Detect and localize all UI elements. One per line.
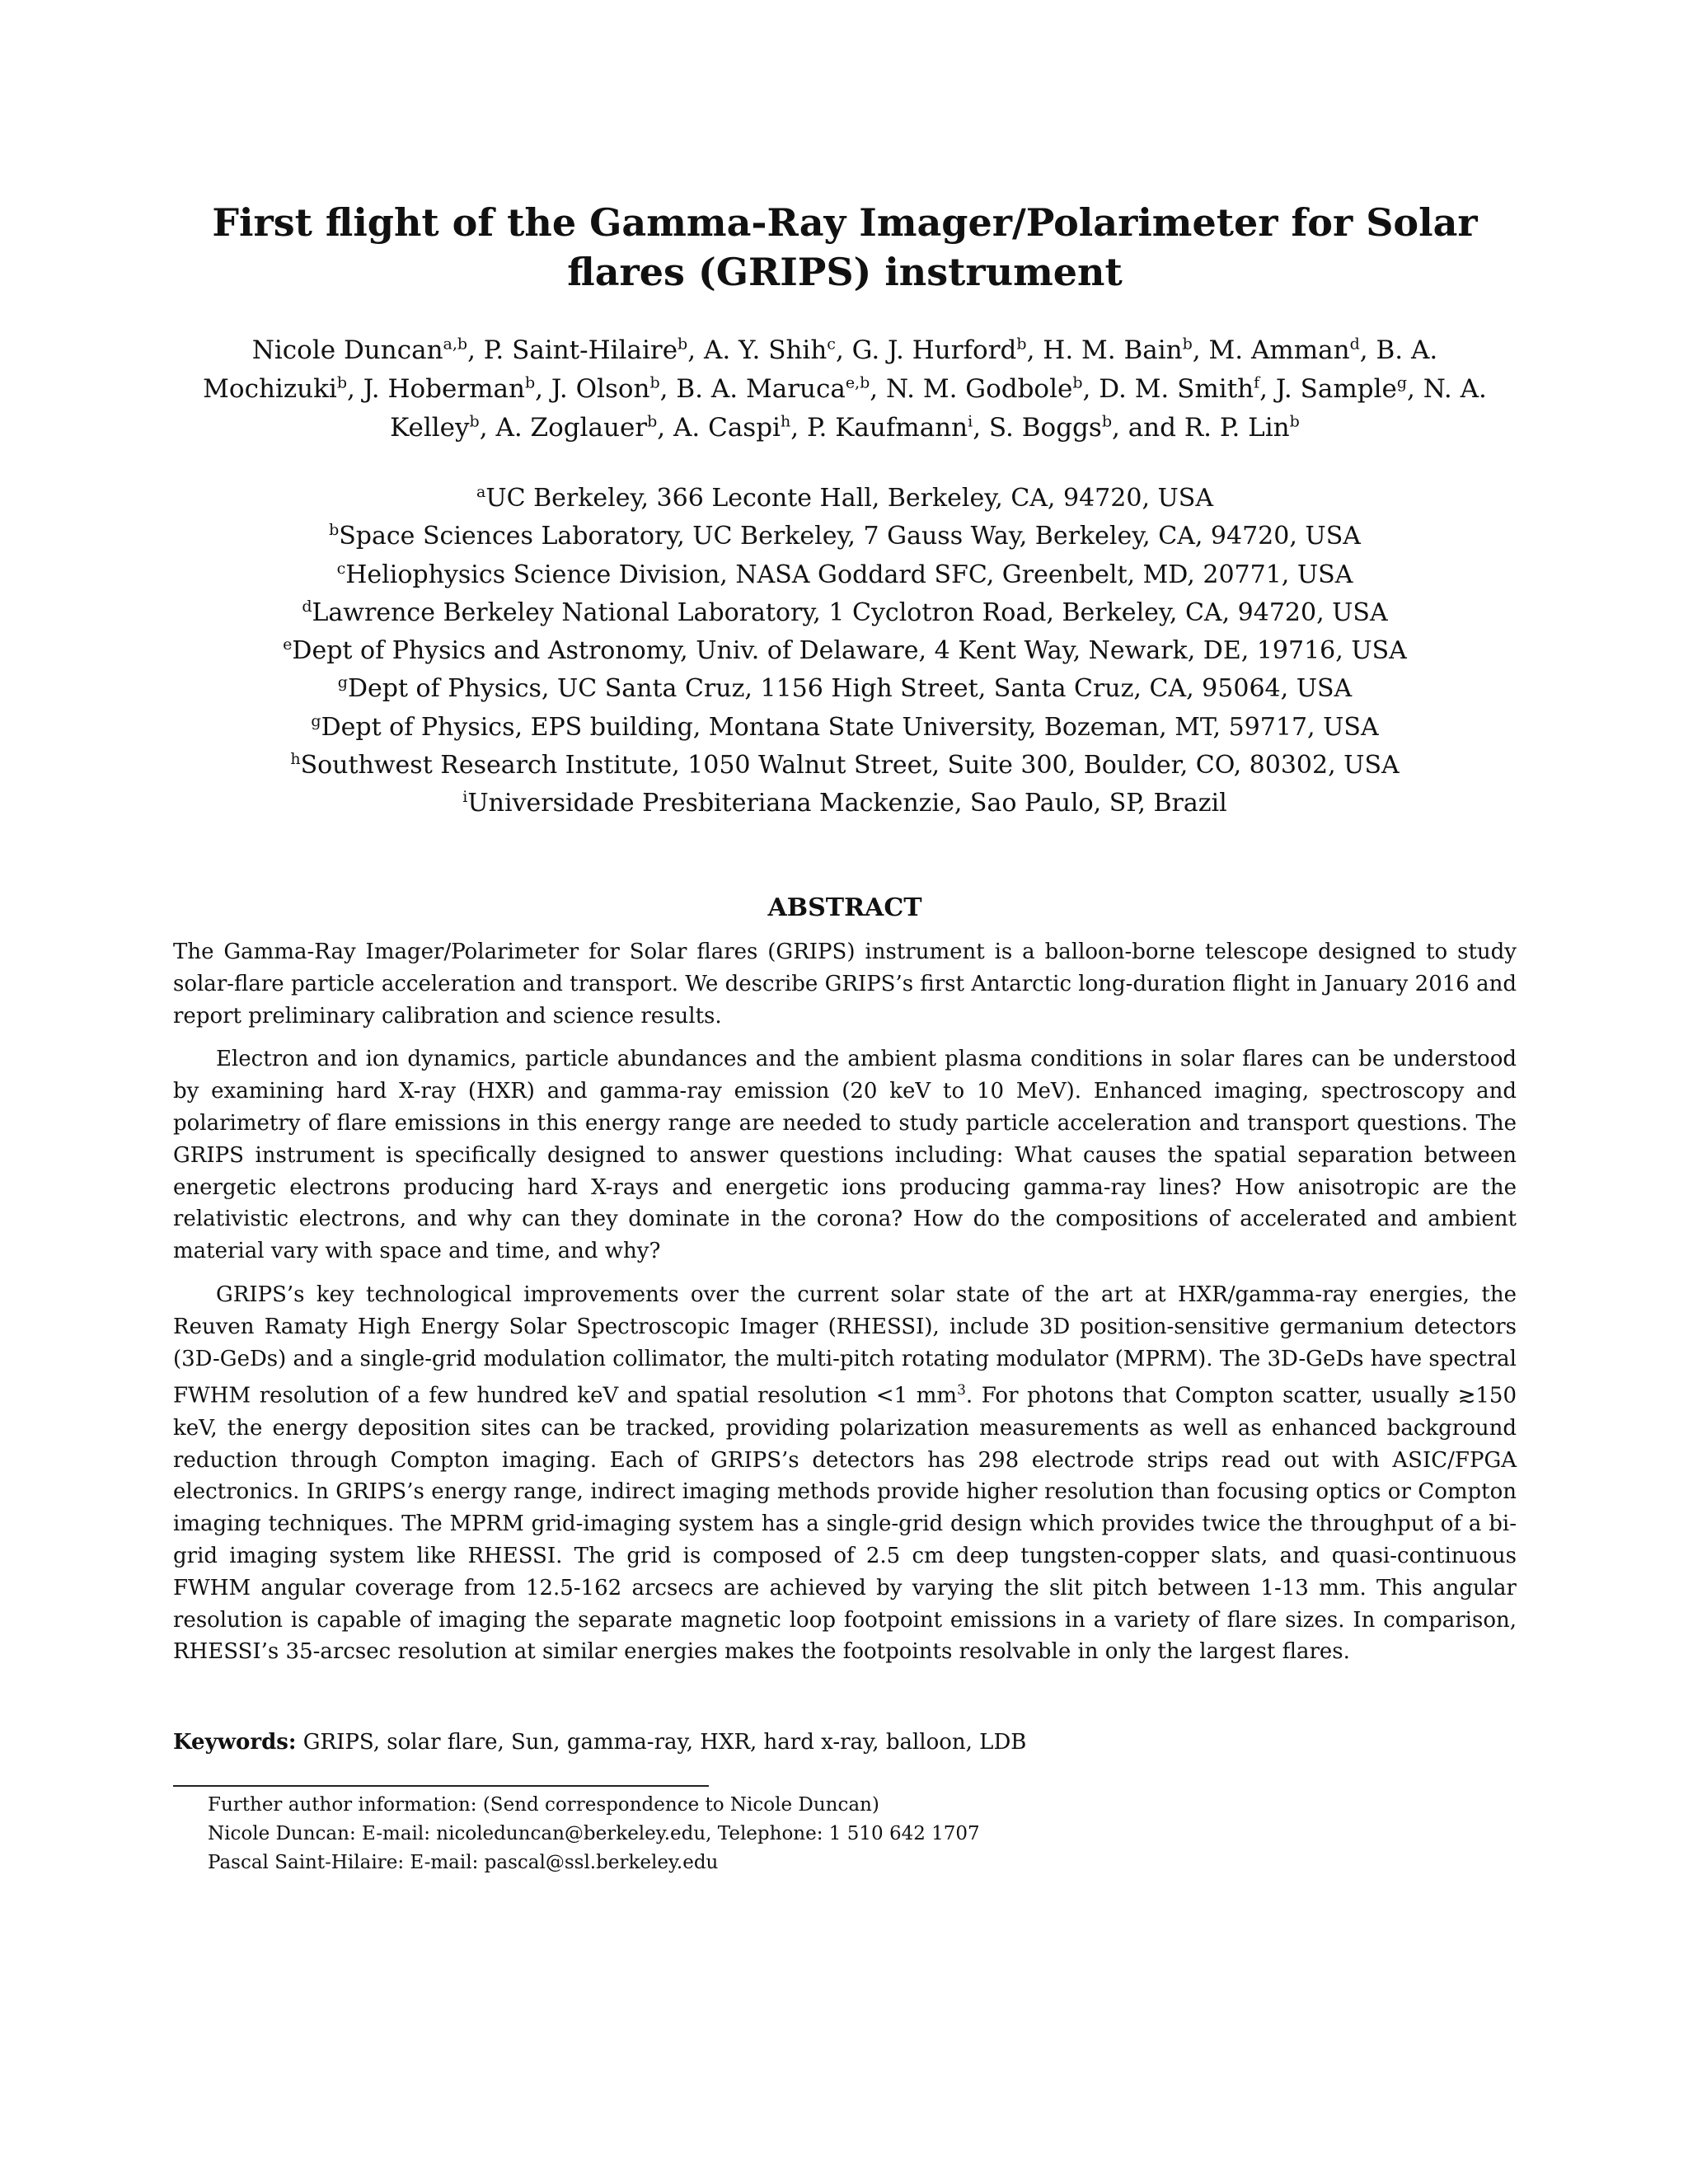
author-affiliation-mark: b (1182, 335, 1193, 354)
author-name: N. A. Kelley (390, 374, 1487, 443)
abstract-paragraph-part: GRIPS’s key technological improvements over the current solar state of the art at HXR/gamma-ray energies, the Reuven Ramaty High Energy Solar Spectroscopic Imager (RHESSI), include 3D position-sensitive germanium detectors (3D-GeDs) and a single-grid modulation collimator, the multi-pitch rotating modulator (MPRM). The 3D-GeDs have spectral FWHM resolution of a few hundred keV and spatial resolution <1 mm (173, 1282, 1517, 1409)
author-separator: , (535, 374, 551, 404)
author-affiliation-mark: a,b (443, 335, 468, 354)
affiliation-line (173, 709, 1517, 747)
author-name: S. Boggs (988, 413, 1102, 443)
author-affiliation-mark: f (1254, 373, 1260, 392)
author-name: Nicole Duncan (251, 335, 443, 365)
affiliation-text: Lawrence Berkeley National Laboratory, 1 Cyclotron Road, Berkeley, CA, 94720, USA (312, 598, 1388, 627)
affiliation-text: Dept of Physics and Astronomy, Univ. of Delaware, 4 Kent Way, Newark, DE, 19716, USA (292, 636, 1407, 666)
author-affiliation-mark: b (336, 373, 347, 392)
author-separator: , and (1111, 413, 1184, 443)
author-name: A. Caspi (673, 413, 781, 443)
footnote-divider (173, 1785, 709, 1787)
author-separator: , (687, 335, 704, 365)
affiliation-text: UC Berkeley, 366 Leconte Hall, Berkeley, CA, 94720, USA (485, 484, 1214, 513)
affiliation-mark: d (302, 597, 312, 616)
affiliation-text: Space Sciences Laboratory, UC Berkeley, 7 Gauss Way, Berkeley, CA, 94720, USA (339, 522, 1361, 551)
keywords-line (173, 1727, 1517, 1758)
abstract-paragraph: The Gamma-Ray Imager/Polarimeter for Solar flares (GRIPS) instrument is a balloon-borne telescope designed to study solar-flare particle acceleration and transport. We describe GRIPS’s first Antarctic long-duration flight in January 2016 and report preliminary calibration and science results. (173, 940, 1517, 1029)
author-separator: , (657, 413, 673, 443)
affiliation-line (173, 594, 1517, 632)
abstract-heading: ABSTRACT (767, 893, 922, 922)
paper-title: First flight of the Gamma-Ray Imager/Polarimeter for Solar flares (GRIPS) instrument (212, 200, 1478, 294)
author-separator: , (835, 335, 852, 365)
keywords-label: Keywords: (173, 1730, 297, 1755)
author-name: J. Sample (1275, 374, 1397, 404)
author-separator: , (347, 374, 363, 404)
affiliation-mark: g (311, 711, 321, 730)
footnote-line: Further author information: (Send correspondence to Nicole Duncan) (208, 1794, 879, 1816)
author-affiliation-mark: h (780, 412, 791, 431)
affiliation-line (173, 632, 1517, 670)
abstract-paragraph: Electron and ion dynamics, particle abundances and the ambient plasma conditions in solar flares can be understood by examining hard X-ray (HXR) and gamma-ray emission (20 keV to 10 MeV). Enhanced imaging, spectroscopy and polarimetry of flare emissions in this energy range are needed to study particle acceleration and transport questions. The GRIPS instrument is specifically designed to answer questions including: What causes the spatial separation between energetic electrons producing hard X-rays and energetic ions producing gamma-ray lines? How anisotropic are the relativistic electrons, and why can they dominate in the corona? How do the compositions of accelerated and ambient material vary with space and time, and why? (173, 1047, 1517, 1264)
author-name: P. Saint-Hilaire (483, 335, 678, 365)
author-affiliation-mark: i (968, 412, 973, 431)
author-name: G. J. Hurford (851, 335, 1017, 365)
affiliation-line (173, 518, 1517, 555)
author-name: P. Kaufmann (806, 413, 968, 443)
footnotes (208, 1791, 1517, 1877)
author-separator: , (1259, 374, 1276, 404)
author-list (173, 331, 1517, 448)
affiliation-text: Heliophysics Science Division, NASA Goddard SFC, Greenbelt, MD, 20771, USA (345, 560, 1353, 589)
footnote-line: Nicole Duncan: E-mail: nicoleduncan@berkeley.edu, Telephone: 1 510 642 1707 (208, 1823, 980, 1844)
superscript-three: 3 (957, 1382, 966, 1399)
author-name: A. Zoglauer (495, 413, 648, 443)
author-affiliation-mark: b (469, 412, 480, 431)
author-affiliation-mark: g (1396, 373, 1408, 392)
affiliation-mark: e (283, 635, 293, 654)
affiliation-line (173, 556, 1517, 594)
author-separator: , (790, 413, 807, 443)
author-affiliation-mark: e,b (845, 373, 870, 392)
author-separator: , (1407, 374, 1423, 404)
author-affiliation-mark: b (1101, 412, 1112, 431)
affiliation-mark: h (290, 750, 301, 769)
footnote-line: Pascal Saint-Hilaire: E-mail: pascal@ssl.berkeley.edu (208, 1852, 719, 1873)
author-name: N. M. Godbole (886, 374, 1073, 404)
author-affiliation-mark: b (647, 412, 658, 431)
author-separator: , (1026, 335, 1043, 365)
affiliation-mark: c (336, 559, 346, 578)
author-affiliation-mark: b (678, 335, 688, 354)
author-name: R. P. Lin (1184, 413, 1290, 443)
author-separator: , (1359, 335, 1376, 365)
author-separator: , (1082, 374, 1100, 404)
author-affiliation-mark: b (1016, 335, 1027, 354)
affiliation-mark: g (337, 673, 348, 692)
affiliation-line (173, 785, 1517, 823)
author-name: J. Hoberman (363, 374, 525, 404)
author-affiliation-mark: c (827, 335, 836, 354)
author-affiliation-mark: b (1072, 373, 1083, 392)
affiliation-mark: a (476, 483, 486, 501)
affiliation-line (173, 747, 1517, 785)
affiliation-text: Southwest Research Institute, 1050 Walnut Street, Suite 300, Boulder, CO, 80302, USA (300, 751, 1400, 780)
author-separator: , (973, 413, 989, 443)
author-name: B. A. Maruca (676, 374, 846, 404)
author-separator: , (1192, 335, 1209, 365)
abstract-paragraph (173, 1279, 1517, 1668)
author-name: M. Amman (1208, 335, 1350, 365)
abstract-paragraph-part: . For photons that Compton scatter, usually ≳150 keV, the energy deposition sites can be tracked, providing polarization measurements as well as enhanced background reduction through Compton imaging. Each of GRIPS’s detectors has 298 electrode strips read out with ASIC/FPGA electronics. In GRIPS’s energy range, indirect imaging methods provide higher resolution than focusing optics or Compton imaging techniques. The MPRM grid-imaging system has a single-grid design which provides twice the throughput of a bi-grid imaging system like RHESSI. The grid is composed of 2.5 cm deep tungsten-copper slats, and quasi-continuous FWHM angular coverage from 12.5-162 arcsecs are achieved by varying the slit pitch between 1-13 mm. This angular resolution is capable of imaging the separate magnetic loop footpoint emissions in a variety of flare sizes. In comparison, RHESSI’s 35-arcsec resolution at similar energies makes the footpoints resolvable in only the largest flares. (173, 1384, 1517, 1665)
author-separator: , (659, 374, 677, 404)
author-affiliation-mark: b (525, 373, 536, 392)
affiliation-list (173, 480, 1517, 823)
affiliation-text: Universidade Presbiteriana Mackenzie, Sao Paulo, SP, Brazil (467, 789, 1227, 818)
author-name: D. M. Smith (1099, 374, 1254, 404)
abstract-body (173, 936, 1517, 1680)
author-separator: , (870, 374, 886, 404)
author-name: B. A. Mochizuki (203, 335, 1438, 404)
author-name: J. Olson (551, 374, 650, 404)
author-separator: , (467, 335, 484, 365)
affiliation-mark: i (462, 788, 468, 807)
author-name: A. Y. Shih (703, 335, 828, 365)
author-affiliation-mark: d (1349, 335, 1360, 354)
keywords-text: GRIPS, solar flare, Sun, gamma-ray, HXR, hard x-ray, balloon, LDB (302, 1730, 1027, 1755)
author-separator: , (479, 413, 496, 443)
affiliation-text: Dept of Physics, UC Santa Cruz, 1156 High Street, Santa Cruz, CA, 95064, USA (347, 674, 1353, 704)
affiliation-line (173, 670, 1517, 708)
affiliation-mark: b (329, 521, 340, 540)
author-affiliation-mark: b (649, 373, 660, 392)
author-name: H. M. Bain (1043, 335, 1183, 365)
author-affiliation-mark: b (1289, 412, 1300, 431)
affiliation-line (173, 480, 1517, 518)
affiliation-text: Dept of Physics, EPS building, Montana State University, Bozeman, MT, 59717, USA (321, 712, 1379, 742)
